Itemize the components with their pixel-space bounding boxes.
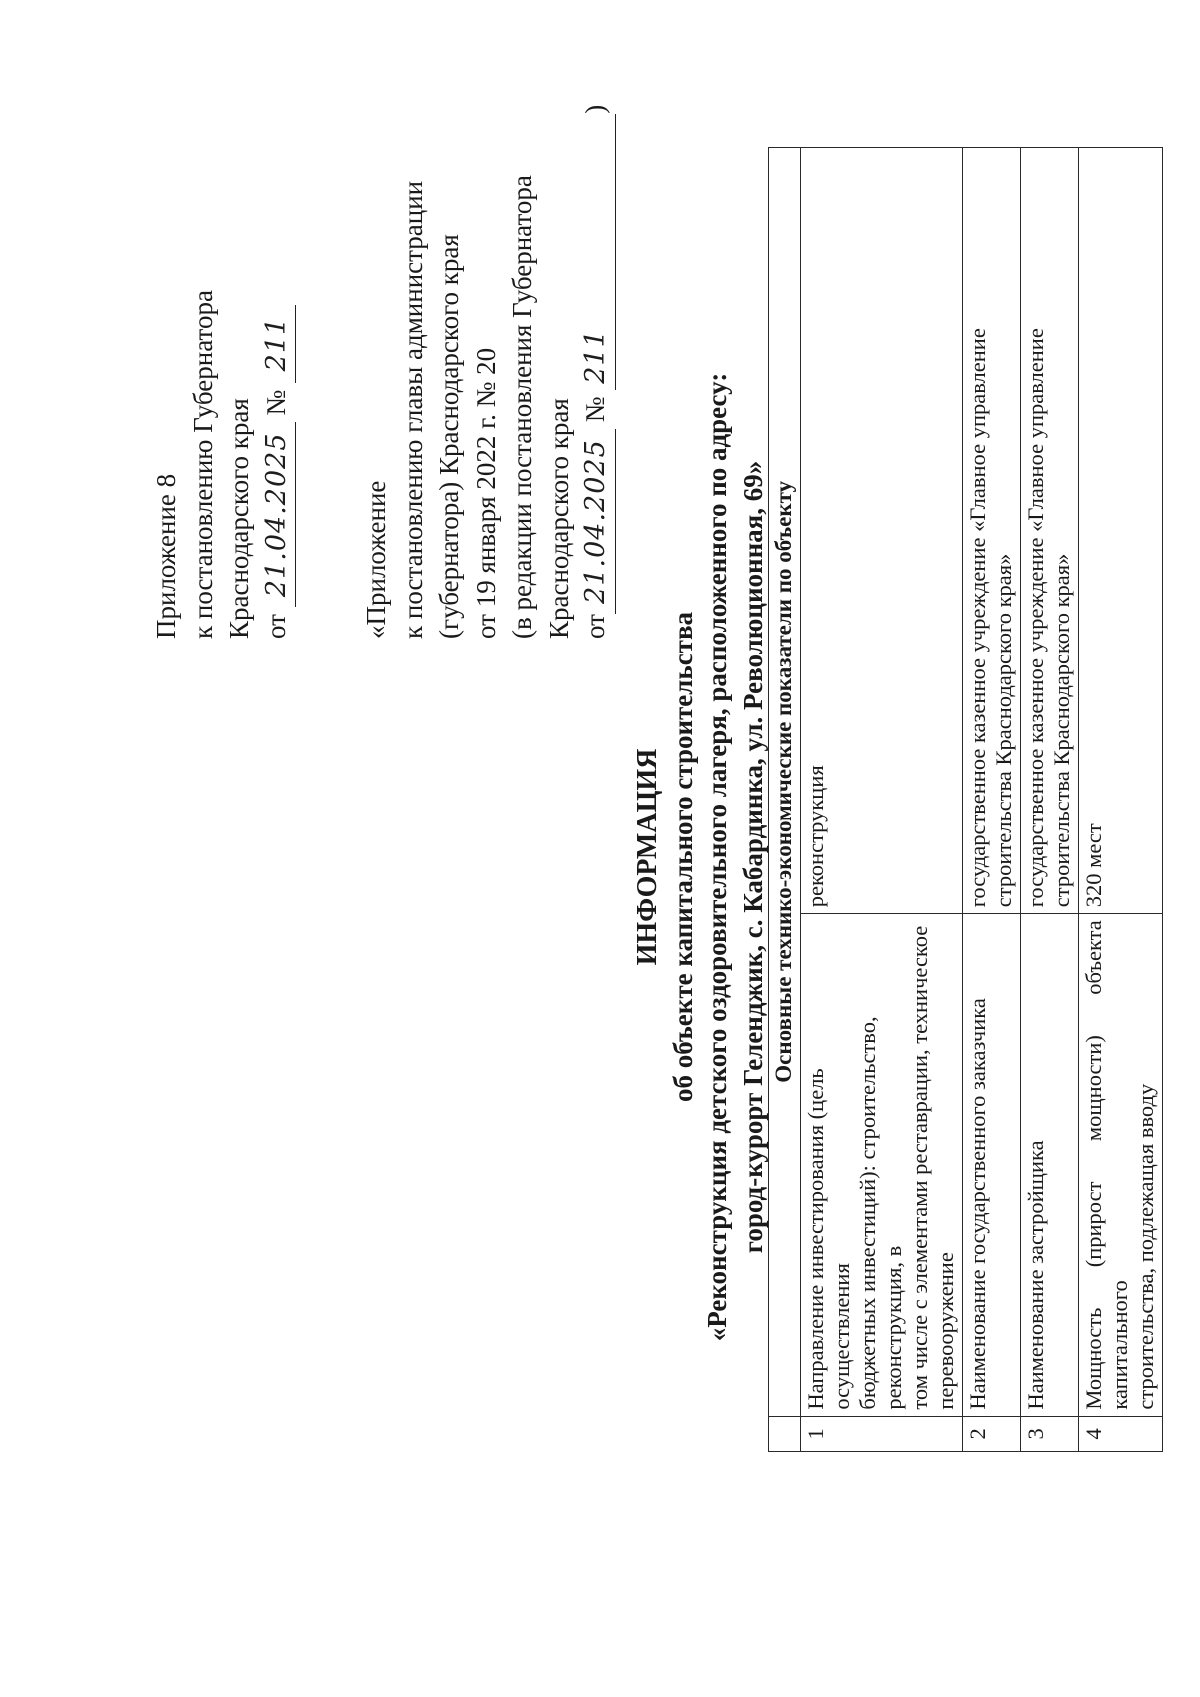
original-appendix-line: (в редакции постановления Губернатора — [507, 175, 537, 639]
row-number: 3 — [1021, 1416, 1079, 1451]
value-line: строительства Краснодарского края» — [991, 553, 1016, 908]
table-row — [1021, 148, 1079, 1452]
original-appendix-line: (губернатора) Краснодарского края — [434, 234, 464, 639]
section-header: Основные технико-экономические показатели по объекту — [769, 148, 801, 1417]
table-row — [1079, 148, 1163, 1452]
row-label — [1079, 914, 1163, 1416]
indicators-table — [768, 147, 1163, 1452]
label-line: Наименование государственного заказчика — [965, 998, 990, 1410]
label-line: перевооружение — [933, 1252, 958, 1410]
table-section-row — [769, 148, 801, 1452]
original-appendix-header — [358, 105, 616, 639]
date-prefix: от — [260, 614, 291, 639]
table-row — [963, 148, 1021, 1452]
empty-cell — [769, 1416, 801, 1451]
original-appendix-line: от 19 января 2022 г. № 20 — [470, 347, 501, 639]
handwritten-date: 21.04.2025 — [578, 429, 616, 614]
document-title: ИНФОРМАЦИЯ — [632, 748, 663, 966]
row-value — [801, 148, 963, 914]
row-label — [801, 914, 963, 1416]
label-line: бюджетных инвестиций): строительство, реконструкция, в — [855, 1016, 906, 1410]
appendix-title: Приложение 8 — [151, 473, 181, 639]
handwritten-number: 211 — [259, 305, 297, 383]
table-row — [801, 148, 963, 1452]
number-sign: № — [580, 396, 610, 423]
document-subtitle: об объекте капитального строительства — [668, 611, 698, 1103]
appendix-line: Краснодарского края — [224, 398, 254, 639]
value-line: реконструкция — [803, 765, 828, 908]
object-name-line: город-курорт Геленджик, с. Кабардинка, ул. Революционная, 69» — [738, 460, 768, 1254]
appendix-date-line — [258, 290, 297, 639]
row-number: 1 — [801, 1416, 963, 1451]
original-appendix-line: Краснодарского края — [543, 398, 574, 639]
row-value — [963, 148, 1021, 914]
row-label — [963, 914, 1021, 1416]
label-line: Наименование застройщика — [1023, 1140, 1048, 1410]
value-line: государственное казенное учреждение «Главное управление — [1023, 328, 1048, 908]
appendix-line: к постановлению Губернатора — [187, 290, 218, 639]
original-appendix-line: «Приложение — [361, 480, 391, 639]
value-line: государственное казенное учреждение «Главное управление — [965, 328, 990, 908]
closing-parenthesis: ) — [580, 104, 610, 114]
row-value — [1079, 148, 1163, 914]
label-line: Мощность (прирост мощности) объекта капитального — [1081, 920, 1132, 1410]
handwritten-number: 211 — [578, 114, 616, 390]
row-label — [1021, 914, 1079, 1416]
label-line: том числе с элементами реставрации, техническое — [907, 925, 932, 1410]
value-line: строительства Краснодарского края» — [1049, 553, 1074, 908]
value-line: 320 мест — [1081, 823, 1106, 908]
label-line: Направление инвестирования (цель осуществления — [803, 1068, 854, 1410]
original-appendix-date-line — [577, 105, 616, 639]
number-sign: № — [260, 389, 291, 416]
row-value — [1021, 148, 1079, 914]
row-number: 2 — [963, 1416, 1021, 1451]
original-appendix-line: к постановлению главы администрации — [397, 180, 428, 639]
date-prefix: от — [580, 614, 610, 639]
handwritten-date: 21.04.2025 — [259, 422, 297, 607]
label-line: строительства, подлежащая вводу — [1133, 1083, 1158, 1410]
appendix-header — [148, 290, 296, 639]
row-number: 4 — [1079, 1416, 1163, 1451]
object-name-line: «Реконструкция детского оздоровительного лагеря, расположенного по адресу: — [702, 372, 732, 1342]
